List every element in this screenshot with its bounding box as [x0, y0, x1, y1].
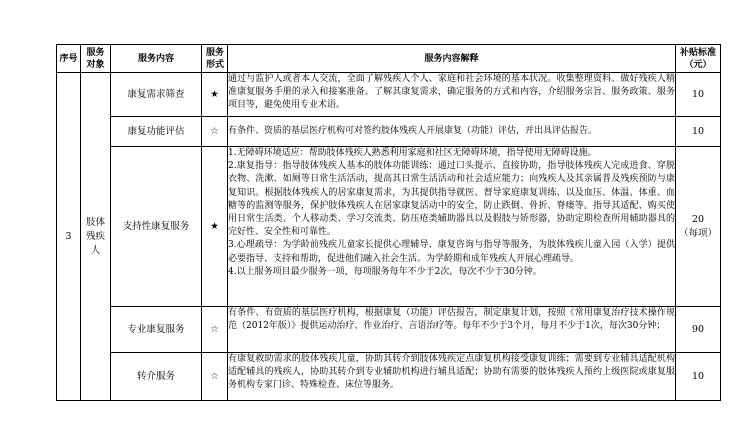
row-content: 专业康复服务 [111, 307, 202, 353]
table-row [57, 353, 721, 401]
service-form-star: ☆ [202, 117, 228, 147]
header-seq: 序号 [57, 45, 81, 73]
row-explain: 有康复救助需求的肢体残疾儿童，协助其转介到肢体残疾定点康复机构接受康复训练；需要到专业辅具适配机构适配辅具的残疾人，协助其转介到专业辅助机构进行辅具适配；协助有需要的肢体残疾人预约上级医院或康复服务机构专家门诊、特殊检查、床位等服务。 [228, 353, 676, 401]
explain-item: 2.康复指导：指导肢体残疾人基本的肢体功能训练：通过口头提示、直接协助，指导肢体残疾人完成进食、穿脱衣物、洗漱、如厕等日常生活活动，提高其日常生活活动和社会适应能力；向残疾人及其亲属普及残疾预防与康复知识。根据肢体残疾人的居家康复需求，为其提供指导就医、督导家庭康复训练、以及血压、体温、体重、血糖等的监测等服务，保护肢体残疾人在居家康复活动中的安全，防止跌倒、骨折、脊瘘等。指导其适配、购买使用日常生活类、个人移动类、学习交流类、防压疮类辅助器具以及假肢与矫形器，协助定期检查所用辅助器具的完好性、安全性和可靠性。 [228, 161, 675, 238]
table-row [57, 307, 721, 353]
header-explain: 服务内容解释 [228, 45, 676, 73]
row-subsidy: 20 （每项） [676, 147, 721, 307]
row-explain: 有条件、资质的基层医疗机构可对签约肢体残疾人开展康复（功能）评估，并出具评估报告。 [228, 117, 676, 147]
row-content: 支持性康复服务 [111, 147, 202, 307]
row-content: 康复需求筛查 [111, 73, 202, 117]
table-row [57, 147, 721, 307]
table-row [57, 117, 721, 147]
header-form: 服务形式 [202, 45, 228, 73]
row-subsidy: 10 [676, 353, 721, 401]
row-subsidy: 10 [676, 73, 721, 117]
row-content: 转介服务 [111, 353, 202, 401]
explain-item: 1.无障碍环境适应：帮助肢体残疾人熟悉利用家庭和社区无障碍环境，指导使用无障碍设施。 [228, 148, 597, 158]
subsidy-note: （每项） [678, 227, 717, 239]
service-form-star: ★ [202, 73, 228, 117]
header-content: 服务内容 [111, 45, 202, 73]
table-row [57, 73, 721, 117]
row-subsidy: 90 [676, 307, 721, 353]
header-target: 服务对象 [81, 45, 111, 73]
service-form-star: ☆ [202, 307, 228, 353]
row-explain: 有条件、有资质的基层医疗机构，根据康复（功能）评估报告，制定康复计划，按照《常用康复治疗技术操作规范（2012年版）》提供运动治疗、作业治疗、言语治疗等。每年不少于3个月，每月不少于1次，每次30分钟； [228, 307, 676, 353]
service-form-star: ★ [202, 147, 228, 307]
row-content: 康复功能评估 [111, 117, 202, 147]
row-subsidy: 10 [676, 117, 721, 147]
row-explain: 通过与监护人或者本人交流，全面了解残疾人个人、家庭和社会环境的基本状况。收集整理资料、做好残疾人精准康复服务手册的录入和接案准备。了解其康复需求，确定服务的方式和内容，介绍服务宗旨、服务政策、服务项目等，避免使用专业术语。 [228, 73, 676, 117]
header-row [57, 45, 721, 73]
service-form-star: ☆ [202, 353, 228, 401]
row-explain [228, 147, 676, 307]
group-seq: 3 [57, 73, 81, 401]
header-subsidy: 补贴标准（元） [676, 45, 721, 73]
service-table [56, 44, 721, 401]
explain-item: 3.心理疏导：为学龄前残疾儿童家长提供心理辅导、康复咨询与指导等服务，为肢体残疾儿童入园（入学）提供必要指导、支持和帮助，促进他们融入社会生活。为学龄期和成年残疾人开展心理疏导。 [228, 240, 675, 264]
group-target: 肢体残疾人 [81, 73, 111, 401]
explain-item: 4.以上服务项目最少服务一项，每项服务每年不少于2次，每次不少于30分钟。 [228, 266, 542, 277]
